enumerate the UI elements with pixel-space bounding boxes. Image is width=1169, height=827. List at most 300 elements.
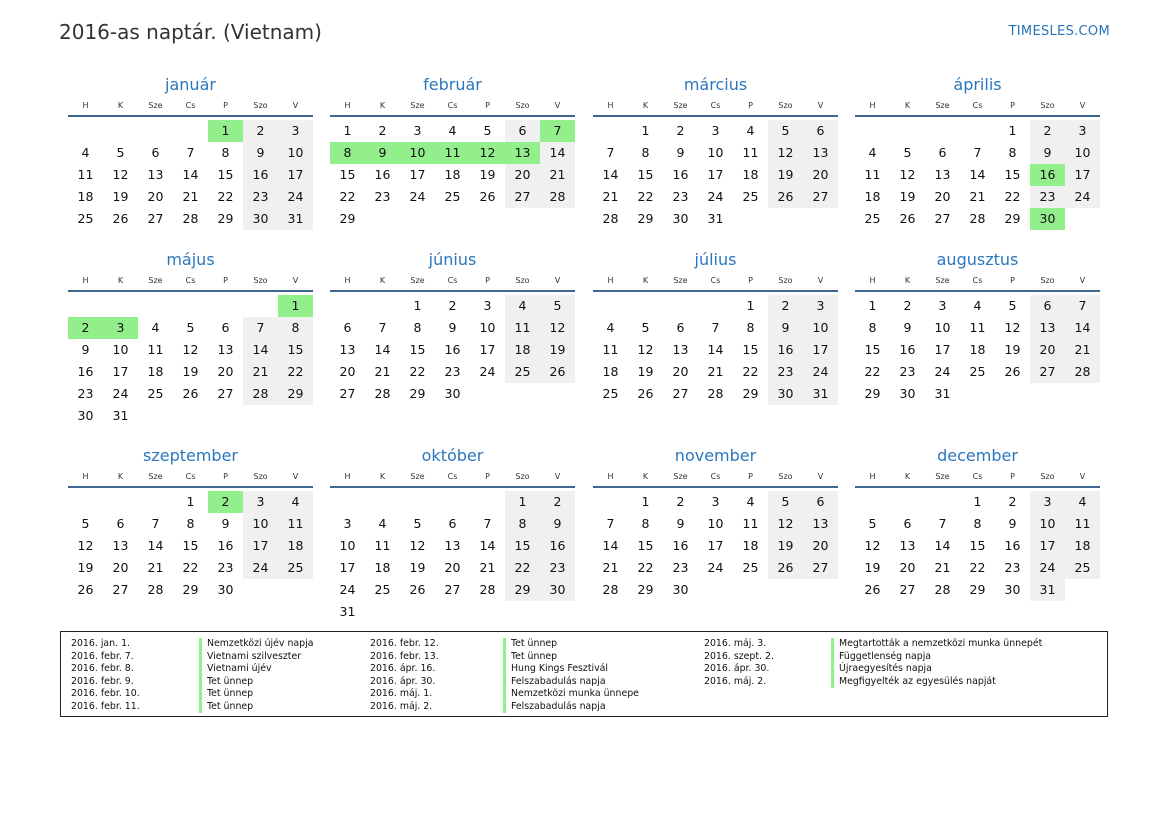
day-cell: 30: [768, 383, 803, 405]
day-grid: [330, 491, 575, 623]
weekday-label: H: [344, 276, 351, 285]
day-cell: 10: [339, 538, 356, 553]
weekday-label: Sze: [935, 276, 950, 285]
day-cell: 21: [707, 364, 724, 379]
month-name: november: [674, 446, 757, 465]
weekday-label: H: [869, 276, 876, 285]
day-cell: 28: [182, 211, 199, 226]
day-cell: 23: [672, 189, 689, 204]
holiday-date: 2016. febr. 13.: [370, 650, 439, 662]
day-cell: 29: [969, 582, 986, 597]
weekday-label: H: [344, 472, 351, 481]
day-cell: 29: [278, 383, 313, 405]
day-cell: 16: [540, 535, 575, 557]
weekday-label: V: [554, 472, 561, 481]
day-cell: 18: [602, 364, 619, 379]
day-cell: 21: [602, 560, 619, 575]
day-cell: 2: [903, 298, 912, 313]
month-name: május: [166, 250, 215, 269]
weekday-label: Cs: [185, 472, 196, 481]
weekday-label: Szo: [253, 276, 268, 285]
day-cell: 26: [1004, 364, 1021, 379]
month-11: [593, 443, 838, 601]
weekday-label: V: [292, 472, 299, 481]
day-cell: 14: [479, 538, 496, 553]
day-cell: 15: [217, 167, 234, 182]
weekday-label: Cs: [972, 276, 983, 285]
month-4: [855, 72, 1100, 230]
day-cell: 15: [339, 167, 356, 182]
day-cell: 10: [1030, 513, 1065, 535]
day-cell: 13: [339, 342, 356, 357]
day-cell: 12: [409, 538, 426, 553]
day-cell: 1: [746, 298, 755, 313]
weekday-label: Sze: [410, 276, 425, 285]
month-name: március: [683, 75, 748, 94]
weekday-label: Sze: [410, 101, 425, 110]
day-cell: 7: [483, 516, 492, 531]
day-cell: 24: [112, 386, 129, 401]
month-name: augusztus: [936, 250, 1019, 269]
weekday-label: K: [904, 101, 911, 110]
holiday-day-cell: 16: [1030, 164, 1065, 186]
day-cell: 29: [409, 386, 426, 401]
day-cell: 30: [540, 579, 575, 601]
day-cell: 16: [768, 339, 803, 361]
day-cell: 6: [903, 516, 912, 531]
day-cell: 1: [505, 491, 540, 513]
day-cell: 28: [540, 186, 575, 208]
holiday-name: Tet ünnep: [199, 701, 253, 714]
day-cell: 3: [413, 123, 422, 138]
month-name: április: [953, 75, 1002, 94]
weekday-label: V: [554, 276, 561, 285]
weekday-label: Szo: [253, 472, 268, 481]
day-cell: 9: [81, 342, 90, 357]
day-cell: 14: [969, 167, 986, 182]
day-cell: 6: [938, 145, 947, 160]
day-cell: 26: [540, 361, 575, 383]
day-cell: 3: [278, 120, 313, 142]
month-name: december: [937, 446, 1018, 465]
day-cell: 17: [707, 167, 724, 182]
day-cell: 10: [479, 320, 496, 335]
holiday-date: 2016. máj. 2.: [370, 700, 433, 712]
weekday-label: P: [748, 276, 753, 285]
day-cell: 24: [409, 189, 426, 204]
month-5: [68, 247, 313, 427]
holiday-name: Újraegyesítés napja: [831, 663, 932, 676]
weekday-header: [330, 273, 575, 292]
day-cell: 28: [934, 582, 951, 597]
holiday-day-cell: 11: [435, 142, 470, 164]
day-cell: 3: [803, 295, 838, 317]
day-cell: 4: [746, 494, 755, 509]
day-cell: 3: [483, 298, 492, 313]
day-cell: 28: [1065, 361, 1100, 383]
weekday-header: [330, 98, 575, 117]
month-name: október: [421, 446, 484, 465]
weekday-label: K: [117, 472, 124, 481]
day-cell: 21: [969, 189, 986, 204]
holiday-day-cell: 2: [208, 491, 243, 513]
weekday-header: [855, 469, 1100, 488]
holiday-name: Nemzetközi újév napja: [199, 638, 313, 651]
weekday-label: P: [485, 276, 490, 285]
day-cell: 16: [217, 538, 234, 553]
brand-link[interactable]: TIMESLES.COM: [1008, 24, 1110, 39]
day-cell: 5: [903, 145, 912, 160]
day-cell: 19: [637, 364, 654, 379]
day-cell: 27: [339, 386, 356, 401]
holiday-day-cell: 1: [278, 295, 313, 317]
day-cell: 22: [1004, 189, 1021, 204]
day-cell: 6: [151, 145, 160, 160]
day-cell: 14: [707, 342, 724, 357]
day-cell: 8: [1008, 145, 1017, 160]
day-cell: 8: [221, 145, 230, 160]
day-cell: 18: [864, 189, 881, 204]
empty-cell: [138, 491, 173, 513]
day-cell: 19: [768, 164, 803, 186]
day-cell: 13: [217, 342, 234, 357]
weekday-header: [593, 273, 838, 292]
day-cell: 26: [409, 582, 426, 597]
weekday-label: K: [117, 101, 124, 110]
day-cell: 7: [938, 516, 947, 531]
weekday-label: K: [642, 101, 649, 110]
day-cell: 4: [378, 516, 387, 531]
day-cell: 3: [711, 123, 720, 138]
day-cell: 16: [672, 167, 689, 182]
day-cell: 4: [81, 145, 90, 160]
day-cell: 5: [186, 320, 195, 335]
day-cell: 6: [448, 516, 457, 531]
weekday-label: Sze: [148, 101, 163, 110]
day-cell: 25: [602, 386, 619, 401]
weekday-label: H: [82, 276, 89, 285]
day-cell: 8: [278, 317, 313, 339]
day-cell: 30: [672, 582, 689, 597]
day-cell: 19: [479, 167, 496, 182]
weekday-label: Sze: [673, 276, 688, 285]
day-cell: 7: [1065, 295, 1100, 317]
holiday-name: Nemzetközi munka ünnepe: [503, 688, 639, 701]
day-cell: 5: [1008, 298, 1017, 313]
weekday-label: P: [748, 472, 753, 481]
day-cell: 28: [147, 582, 164, 597]
day-grid: [855, 491, 1100, 601]
day-cell: 2: [1030, 120, 1065, 142]
day-cell: 6: [221, 320, 230, 335]
empty-cell: [925, 491, 960, 513]
day-cell: 23: [672, 560, 689, 575]
day-cell: 29: [637, 211, 654, 226]
day-cell: 11: [147, 342, 164, 357]
day-cell: 20: [672, 364, 689, 379]
empty-cell: [855, 491, 890, 513]
holiday-name: Tet ünnep: [503, 651, 557, 664]
month-2: [330, 72, 575, 230]
day-cell: 25: [505, 361, 540, 383]
day-grid: [68, 491, 313, 601]
day-cell: 12: [182, 342, 199, 357]
day-cell: 4: [505, 295, 540, 317]
day-cell: 13: [444, 538, 461, 553]
month-name: január: [165, 75, 216, 94]
day-cell: 24: [803, 361, 838, 383]
day-cell: 15: [278, 339, 313, 361]
day-cell: 23: [899, 364, 916, 379]
weekday-label: K: [379, 101, 386, 110]
day-cell: 26: [768, 557, 803, 579]
day-cell: 15: [637, 538, 654, 553]
day-cell: 21: [1065, 339, 1100, 361]
day-cell: 16: [77, 364, 94, 379]
day-cell: 8: [641, 516, 650, 531]
empty-cell: [330, 491, 365, 513]
day-cell: 24: [1065, 186, 1100, 208]
day-cell: 4: [868, 145, 877, 160]
weekday-header: [330, 469, 575, 488]
day-cell: 11: [374, 538, 391, 553]
day-cell: 29: [182, 582, 199, 597]
day-cell: 9: [903, 320, 912, 335]
holiday-date: 2016. febr. 7.: [71, 650, 134, 662]
day-cell: 19: [409, 560, 426, 575]
day-cell: 20: [803, 535, 838, 557]
weekday-label: K: [379, 276, 386, 285]
day-cell: 24: [278, 186, 313, 208]
day-cell: 22: [409, 364, 426, 379]
day-cell: 23: [374, 189, 391, 204]
day-cell: 29: [864, 386, 881, 401]
day-cell: 5: [116, 145, 125, 160]
weekday-label: P: [223, 101, 228, 110]
day-cell: 20: [339, 364, 356, 379]
day-cell: 13: [934, 167, 951, 182]
day-cell: 14: [602, 538, 619, 553]
holiday-date: 2016. ápr. 30.: [370, 675, 436, 687]
day-grid: [593, 120, 838, 230]
day-cell: 17: [243, 535, 278, 557]
holiday-name: Felszabadulás napja: [503, 676, 606, 689]
day-cell: 23: [77, 386, 94, 401]
empty-cell: [628, 295, 663, 317]
day-cell: 27: [803, 186, 838, 208]
day-cell: 2: [378, 123, 387, 138]
day-cell: 27: [672, 386, 689, 401]
holiday-date: 2016. febr. 10.: [71, 688, 140, 699]
day-cell: 18: [1065, 535, 1100, 557]
day-cell: 31: [934, 386, 951, 401]
weekday-label: Sze: [148, 276, 163, 285]
day-cell: 2: [448, 298, 457, 313]
empty-cell: [435, 491, 470, 513]
day-cell: 12: [864, 538, 881, 553]
day-cell: 22: [969, 560, 986, 575]
holiday-day-cell: 1: [208, 120, 243, 142]
day-cell: 18: [374, 560, 391, 575]
day-cell: 26: [77, 582, 94, 597]
holiday-date: 2016. febr. 9.: [71, 675, 134, 687]
day-cell: 26: [112, 211, 129, 226]
day-cell: 2: [1008, 494, 1017, 509]
weekday-label: H: [869, 101, 876, 110]
day-cell: 19: [1004, 342, 1021, 357]
month-name: szeptember: [142, 446, 238, 465]
day-cell: 19: [864, 560, 881, 575]
weekday-label: Cs: [972, 101, 983, 110]
month-10: [330, 443, 575, 623]
day-cell: 23: [217, 560, 234, 575]
day-cell: 8: [746, 320, 755, 335]
weekday-label: H: [82, 472, 89, 481]
holiday-name: Megfigyelték az egyesülés napját: [831, 676, 996, 689]
day-cell: 1: [413, 298, 422, 313]
holiday-day-cell: 3: [103, 317, 138, 339]
day-cell: 4: [606, 320, 615, 335]
day-cell: 3: [343, 516, 352, 531]
weekday-header: [593, 98, 838, 117]
day-cell: 28: [243, 383, 278, 405]
day-cell: 30: [217, 582, 234, 597]
day-cell: 23: [444, 364, 461, 379]
day-cell: 13: [899, 538, 916, 553]
day-cell: 16: [243, 164, 278, 186]
weekday-label: Sze: [673, 472, 688, 481]
day-cell: 14: [243, 339, 278, 361]
day-cell: 1: [343, 123, 352, 138]
weekday-label: K: [642, 472, 649, 481]
weekday-label: V: [1079, 101, 1086, 110]
day-cell: 13: [672, 342, 689, 357]
day-cell: 1: [973, 494, 982, 509]
empty-cell: [103, 491, 138, 513]
day-cell: 1: [641, 494, 650, 509]
month-1: [68, 72, 313, 230]
day-cell: 4: [1065, 491, 1100, 513]
day-cell: 17: [339, 560, 356, 575]
day-cell: 10: [707, 145, 724, 160]
weekday-label: Sze: [935, 472, 950, 481]
holiday-name: Tet ünnep: [503, 638, 557, 651]
empty-cell: [400, 491, 435, 513]
day-cell: 20: [147, 189, 164, 204]
day-cell: 15: [742, 342, 759, 357]
day-cell: 31: [278, 208, 313, 230]
day-cell: 19: [77, 560, 94, 575]
day-cell: 3: [938, 298, 947, 313]
day-cell: 23: [540, 557, 575, 579]
empty-cell: [138, 120, 173, 142]
holiday-name: Megtartották a nemzetközi munka ünnepét: [831, 638, 1042, 651]
day-cell: 17: [803, 339, 838, 361]
day-cell: 15: [969, 538, 986, 553]
day-cell: 18: [505, 339, 540, 361]
day-cell: 11: [1065, 513, 1100, 535]
day-cell: 21: [374, 364, 391, 379]
day-cell: 13: [803, 142, 838, 164]
weekday-label: V: [817, 472, 824, 481]
day-cell: 5: [81, 516, 90, 531]
day-cell: 5: [483, 123, 492, 138]
holiday-name: Hung Kings Fesztivál: [503, 663, 608, 676]
day-cell: 26: [479, 189, 496, 204]
day-cell: 9: [1030, 142, 1065, 164]
day-cell: 9: [676, 145, 685, 160]
day-cell: 12: [112, 167, 129, 182]
day-cell: 4: [973, 298, 982, 313]
day-cell: 9: [1008, 516, 1017, 531]
weekday-label: Sze: [673, 101, 688, 110]
month-3: [593, 72, 838, 230]
weekday-label: Szo: [778, 472, 793, 481]
day-cell: 27: [112, 582, 129, 597]
holiday-name: Tet ünnep: [199, 676, 253, 689]
day-cell: 15: [409, 342, 426, 357]
day-cell: 25: [77, 211, 94, 226]
weekday-label: Cs: [710, 276, 721, 285]
day-grid: [330, 120, 575, 230]
day-cell: 9: [540, 513, 575, 535]
day-cell: 26: [182, 386, 199, 401]
empty-cell: [138, 295, 173, 317]
day-cell: 29: [505, 579, 540, 601]
day-cell: 22: [742, 364, 759, 379]
day-cell: 1: [1008, 123, 1017, 138]
day-cell: 5: [768, 120, 803, 142]
day-cell: 19: [540, 339, 575, 361]
empty-cell: [593, 120, 628, 142]
day-cell: 27: [803, 557, 838, 579]
weekday-label: Cs: [972, 472, 983, 481]
day-cell: 7: [606, 145, 615, 160]
day-cell: 27: [147, 211, 164, 226]
day-cell: 20: [217, 364, 234, 379]
day-cell: 19: [112, 189, 129, 204]
weekday-label: Sze: [410, 472, 425, 481]
day-cell: 31: [112, 408, 129, 423]
day-cell: 26: [899, 211, 916, 226]
day-cell: 26: [768, 186, 803, 208]
day-cell: 19: [899, 189, 916, 204]
day-cell: 4: [448, 123, 457, 138]
day-cell: 7: [606, 516, 615, 531]
day-cell: 20: [934, 189, 951, 204]
day-grid: [68, 295, 313, 427]
day-cell: 6: [803, 491, 838, 513]
day-cell: 26: [864, 582, 881, 597]
month-9: [68, 443, 313, 601]
empty-cell: [365, 295, 400, 317]
empty-cell: [890, 491, 925, 513]
weekday-header: [855, 273, 1100, 292]
day-cell: 5: [768, 491, 803, 513]
day-cell: 17: [479, 342, 496, 357]
weekday-label: P: [1010, 276, 1015, 285]
day-cell: 4: [151, 320, 160, 335]
weekday-label: K: [642, 276, 649, 285]
weekday-label: Cs: [447, 472, 458, 481]
day-cell: 18: [969, 342, 986, 357]
day-grid: [855, 295, 1100, 405]
day-cell: 2: [540, 491, 575, 513]
day-cell: 27: [505, 186, 540, 208]
holiday-day-cell: 2: [68, 317, 103, 339]
day-cell: 16: [444, 342, 461, 357]
day-cell: 15: [505, 535, 540, 557]
